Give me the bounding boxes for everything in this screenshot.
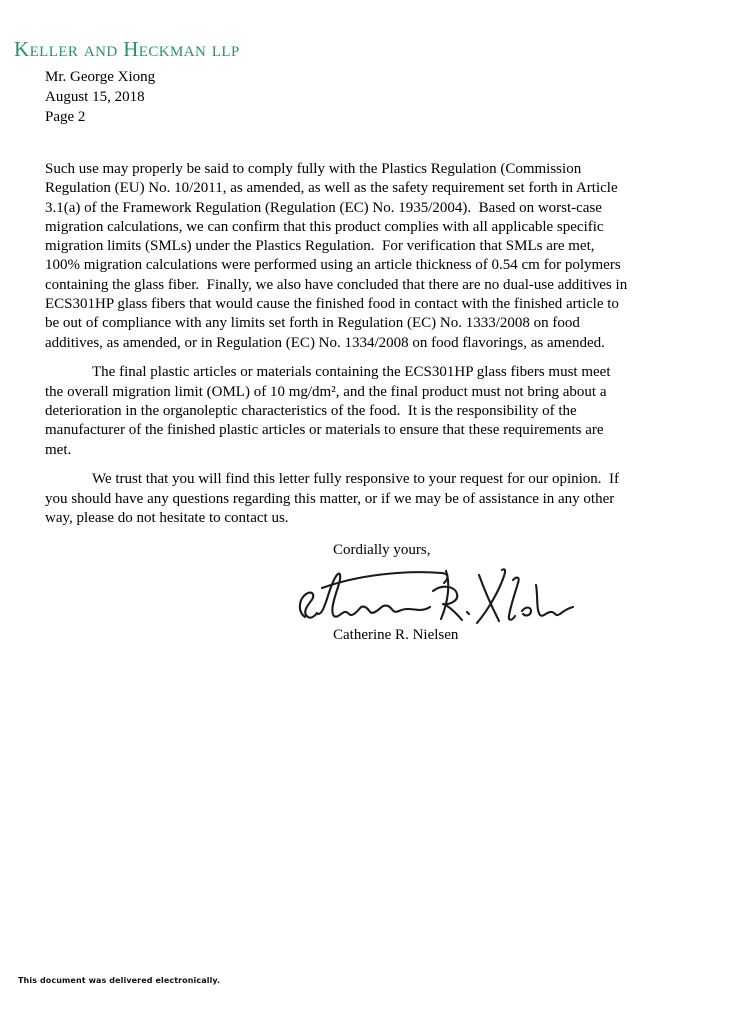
body-paragraph-compliance [45, 160, 721, 353]
text-line: the overall migration limit (OML) of 10 mg/dm², and the final product must not bring about a [45, 383, 607, 400]
text-line: We trust that you will find this letter fully responsive to your request for our opinion. If [92, 471, 620, 488]
text-line: containing the glass fiber. Finally, we also have concluded that there are no dual-use additives in [45, 276, 628, 293]
text-line: 3.1(a) of the Framework Regulation (Regulation (EC) No. 1935/2004). Based on worst-case [45, 199, 602, 216]
letter-body [45, 160, 721, 528]
page-number-label: Page 2 [45, 108, 86, 125]
text-line: migration calculations, we can confirm that this product complies with all applicable specific [45, 218, 604, 235]
recipient-name: Mr. George Xiong [45, 69, 156, 85]
text-line: manufacturer of the finished plastic articles or materials to ensure that these requirements are [45, 422, 604, 439]
text-line: Regulation (EU) No. 10/2011, as amended, as well as the safety requirement set forth in Article [45, 180, 618, 197]
text-line: Such use may properly be said to comply fully with the Plastics Regulation (Commission [45, 161, 582, 177]
text-line: The final plastic articles or materials containing the ECS301HP glass fibers must meet [92, 364, 611, 381]
signer-name: Catherine R. Nielsen [333, 627, 459, 643]
text-line: way, please do not hesitate to contact us. [45, 510, 289, 527]
text-line: you should have any questions regarding this matter, or if we may be of assistance in any other [45, 490, 615, 507]
body-paragraph-migration-limit [45, 363, 721, 459]
text-line: be out of compliance with any limits set forth in Regulation (EC) No. 1333/2008 on food [45, 315, 580, 332]
letter-meta-block [45, 68, 155, 127]
text-line: met. [45, 441, 72, 458]
letter-date: August 15, 2018 [45, 88, 145, 105]
valediction: Cordially yours, [333, 542, 431, 558]
text-line: deterioration in the organoleptic characteristics of the food. It is the responsibility of the [45, 403, 577, 420]
electronic-delivery-note: This document was delivered electronically. [18, 976, 221, 985]
text-line: ECS301HP glass fibers that would cause the finished food in contact with the finished article to [45, 296, 619, 313]
text-line: 100% migration calculations were performed using an article thickness of 0.54 cm for polymers [45, 257, 621, 274]
handwritten-signature-icon [295, 567, 575, 625]
text-line: migration limits (SMLs) under the Plastics Regulation. For verification that SMLs are met, [45, 238, 595, 255]
letterhead-firm-name: Keller and Heckman llp [14, 37, 240, 61]
body-paragraph-closing-remarks [45, 470, 721, 528]
text-line: additives, as amended, or in Regulation (EC) No. 1334/2008 on food flavorings, as amended. [45, 334, 605, 351]
